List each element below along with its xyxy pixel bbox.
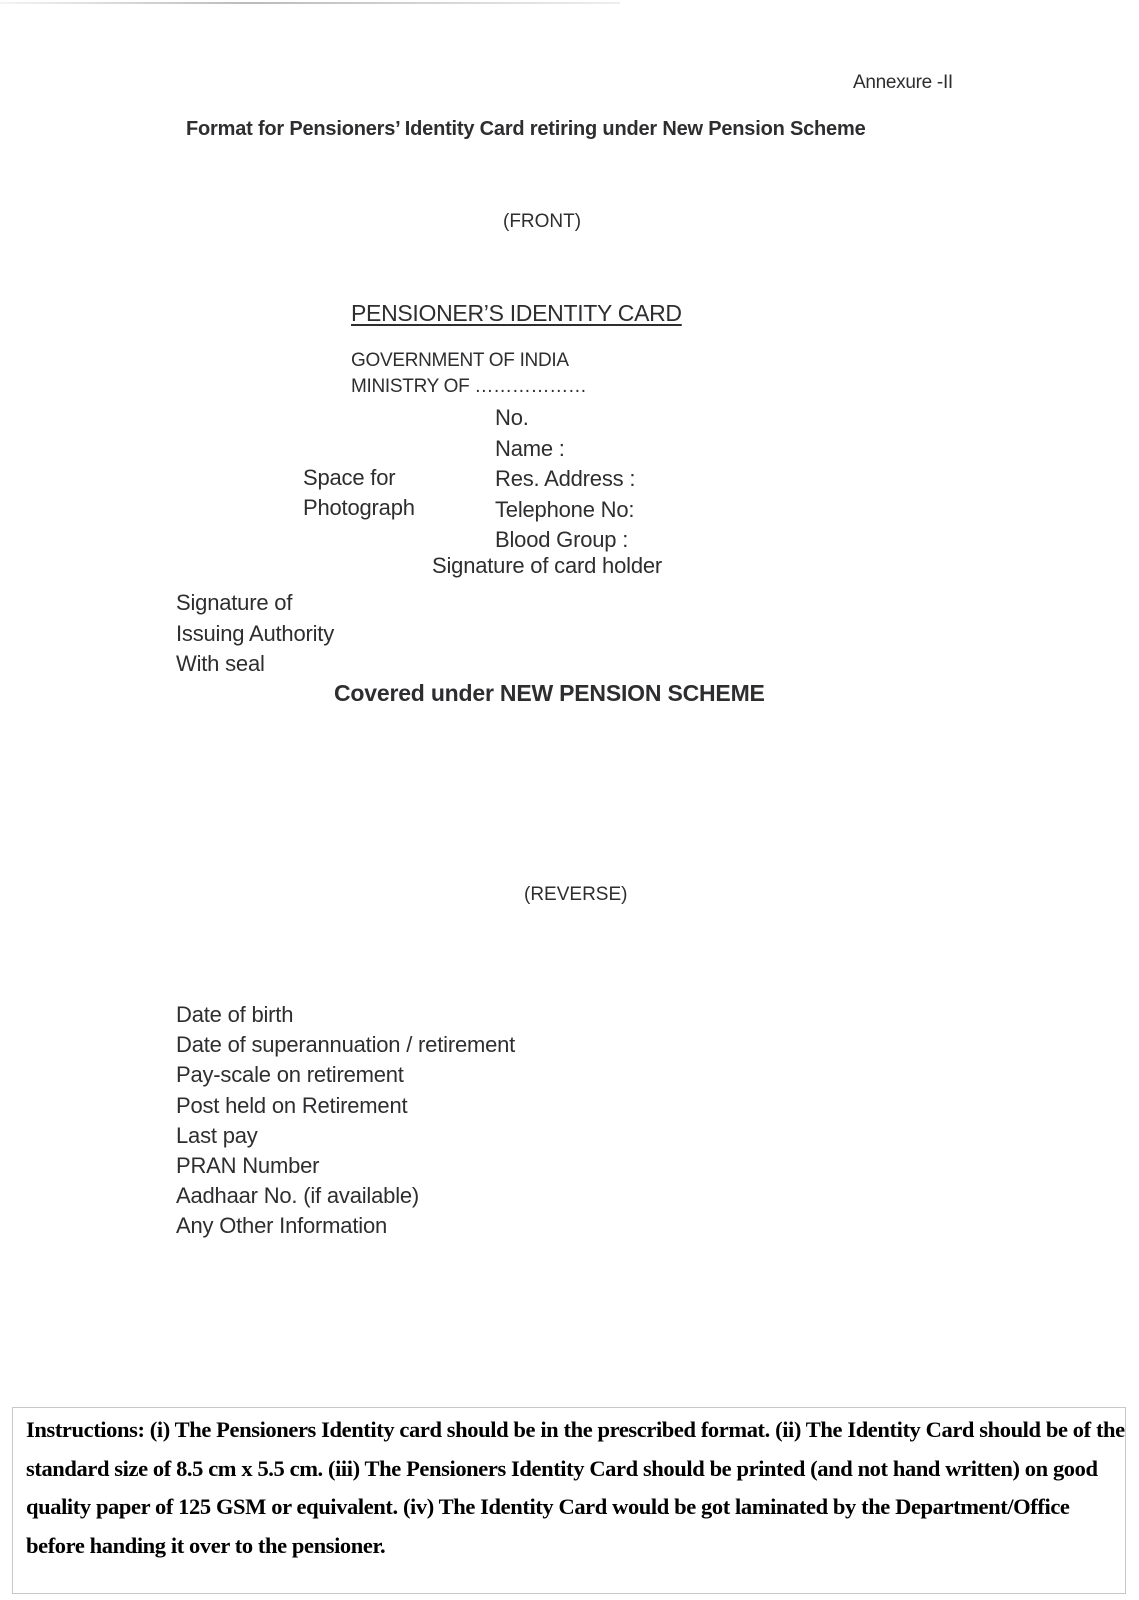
field-telephone: Telephone No:: [495, 496, 635, 522]
reverse-section-label: (REVERSE): [524, 884, 628, 905]
field-date-of-birth: Date of birth: [176, 1002, 294, 1027]
field-pay-scale: Pay-scale on retirement: [176, 1062, 404, 1088]
government-label: GOVERNMENT OF INDIA: [351, 350, 569, 371]
issuing-line-3: With seal: [176, 651, 265, 676]
photograph-space: [303, 463, 415, 523]
card-title: PENSIONER’S IDENTITY CARD: [351, 300, 682, 326]
scan-edge-line: [0, 2, 620, 4]
annexure-label: Annexure -II: [853, 72, 953, 93]
issuing-line-1: Signature of: [176, 590, 293, 615]
photo-space-line-2: Photograph: [303, 495, 415, 520]
instructions-box: [12, 1407, 1126, 1594]
field-aadhaar: Aadhaar No. (if available): [176, 1183, 420, 1209]
field-name: Name :: [495, 435, 565, 461]
issuing-line-2: Issuing Authority: [176, 620, 335, 646]
card-holder-signature: Signature of card holder: [432, 553, 663, 578]
document-title: Format for Pensioners’ Identity Card retiring under New Pension Scheme: [186, 118, 866, 140]
reverse-fields: [176, 1000, 515, 1242]
field-other-info: Any Other Information: [176, 1213, 388, 1239]
issuing-authority-signature: [176, 588, 334, 680]
front-fields: [495, 403, 635, 556]
field-post-held: Post held on Retirement: [176, 1092, 408, 1118]
field-date-of-retirement: Date of superannuation / retirement: [176, 1032, 516, 1058]
government-block: [351, 348, 587, 400]
ministry-label: MINISTRY OF ………………: [351, 376, 587, 397]
field-last-pay: Last pay: [176, 1122, 258, 1148]
field-number: No.: [495, 405, 529, 430]
field-res-address: Res. Address :: [495, 466, 636, 491]
coverage-statement: Covered under NEW PENSION SCHEME: [334, 680, 765, 706]
photo-space-line-1: Space for: [303, 465, 396, 490]
instructions-text: Instructions: (i) The Pensioners Identity card should be in the prescribed format. (ii) The Identity Card should be of the standard size of 8.5 cm x 5.5 cm. (iii) The Pensioners Identity Card should be printed (and not hand written) on good quality paper of 125 GSM or equivalent. (iv) The Identity Card would be got laminated by the Department/Office before handing it over to the pensioner.: [26, 1417, 1125, 1558]
field-blood-group: Blood Group :: [495, 527, 629, 552]
front-section-label: (FRONT): [503, 211, 582, 232]
field-pran-number: PRAN Number: [176, 1153, 320, 1179]
